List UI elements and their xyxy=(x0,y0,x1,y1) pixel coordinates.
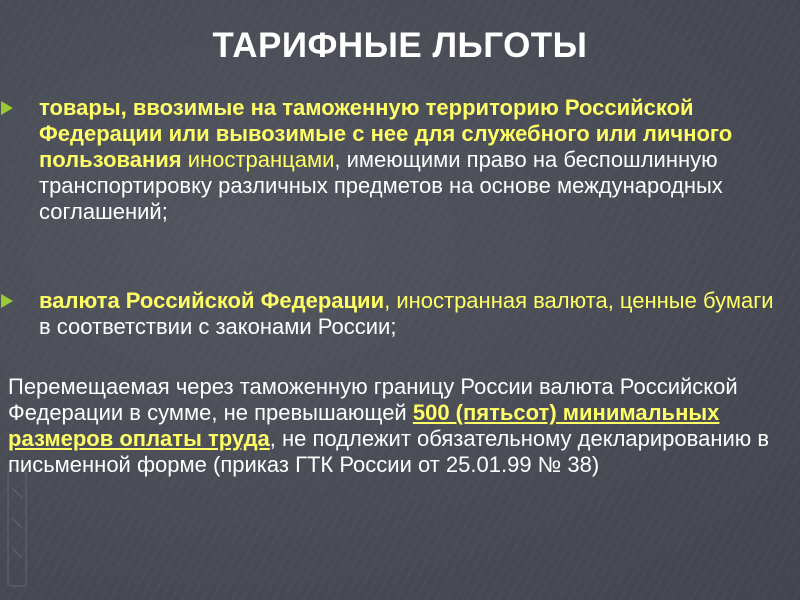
bullet-goods-rest-text: , имеющими право на беспошлинную транспортировку различных предметов на основе международных соглашений; xyxy=(39,147,723,224)
paragraph-amount-text: 500 (пятьсот) минимальных размеров оплаты труда xyxy=(8,400,720,451)
paragraph-rest-text: , не подлежит обязательному декларированию в письменной форме (приказ ГТК России от 25.01.99 № 38) xyxy=(8,426,770,477)
triangle-right-icon xyxy=(1,95,15,121)
currency-declaration-paragraph xyxy=(8,374,793,478)
bullet-goods-foreigners-text: иностранцами xyxy=(181,147,335,172)
bullet-currency-bold-text: валюта Российской Федерации xyxy=(39,288,385,313)
paragraph-intro-text: Перемещаемая через таможенную границу России валюта Российской Федерации в сумме, не превышающей xyxy=(8,374,738,425)
bullet-item-goods xyxy=(39,95,789,225)
bullet-currency-rest-text: в соответствии с законами России; xyxy=(39,314,397,339)
bullet-item-currency xyxy=(39,288,789,340)
slide-title: ТАРИФНЫЕ ЛЬГОТЫ xyxy=(212,26,588,65)
background-watermark xyxy=(4,468,30,588)
bullet-currency-securities-text: , иностранная валюта, ценные бумаги xyxy=(384,288,774,313)
bullet-goods-bold-text: товары, ввозимые на таможенную территорию Российской Федерации или вывозимые с нее для служебного или личного пользования xyxy=(39,95,733,172)
triangle-right-icon xyxy=(1,288,15,314)
